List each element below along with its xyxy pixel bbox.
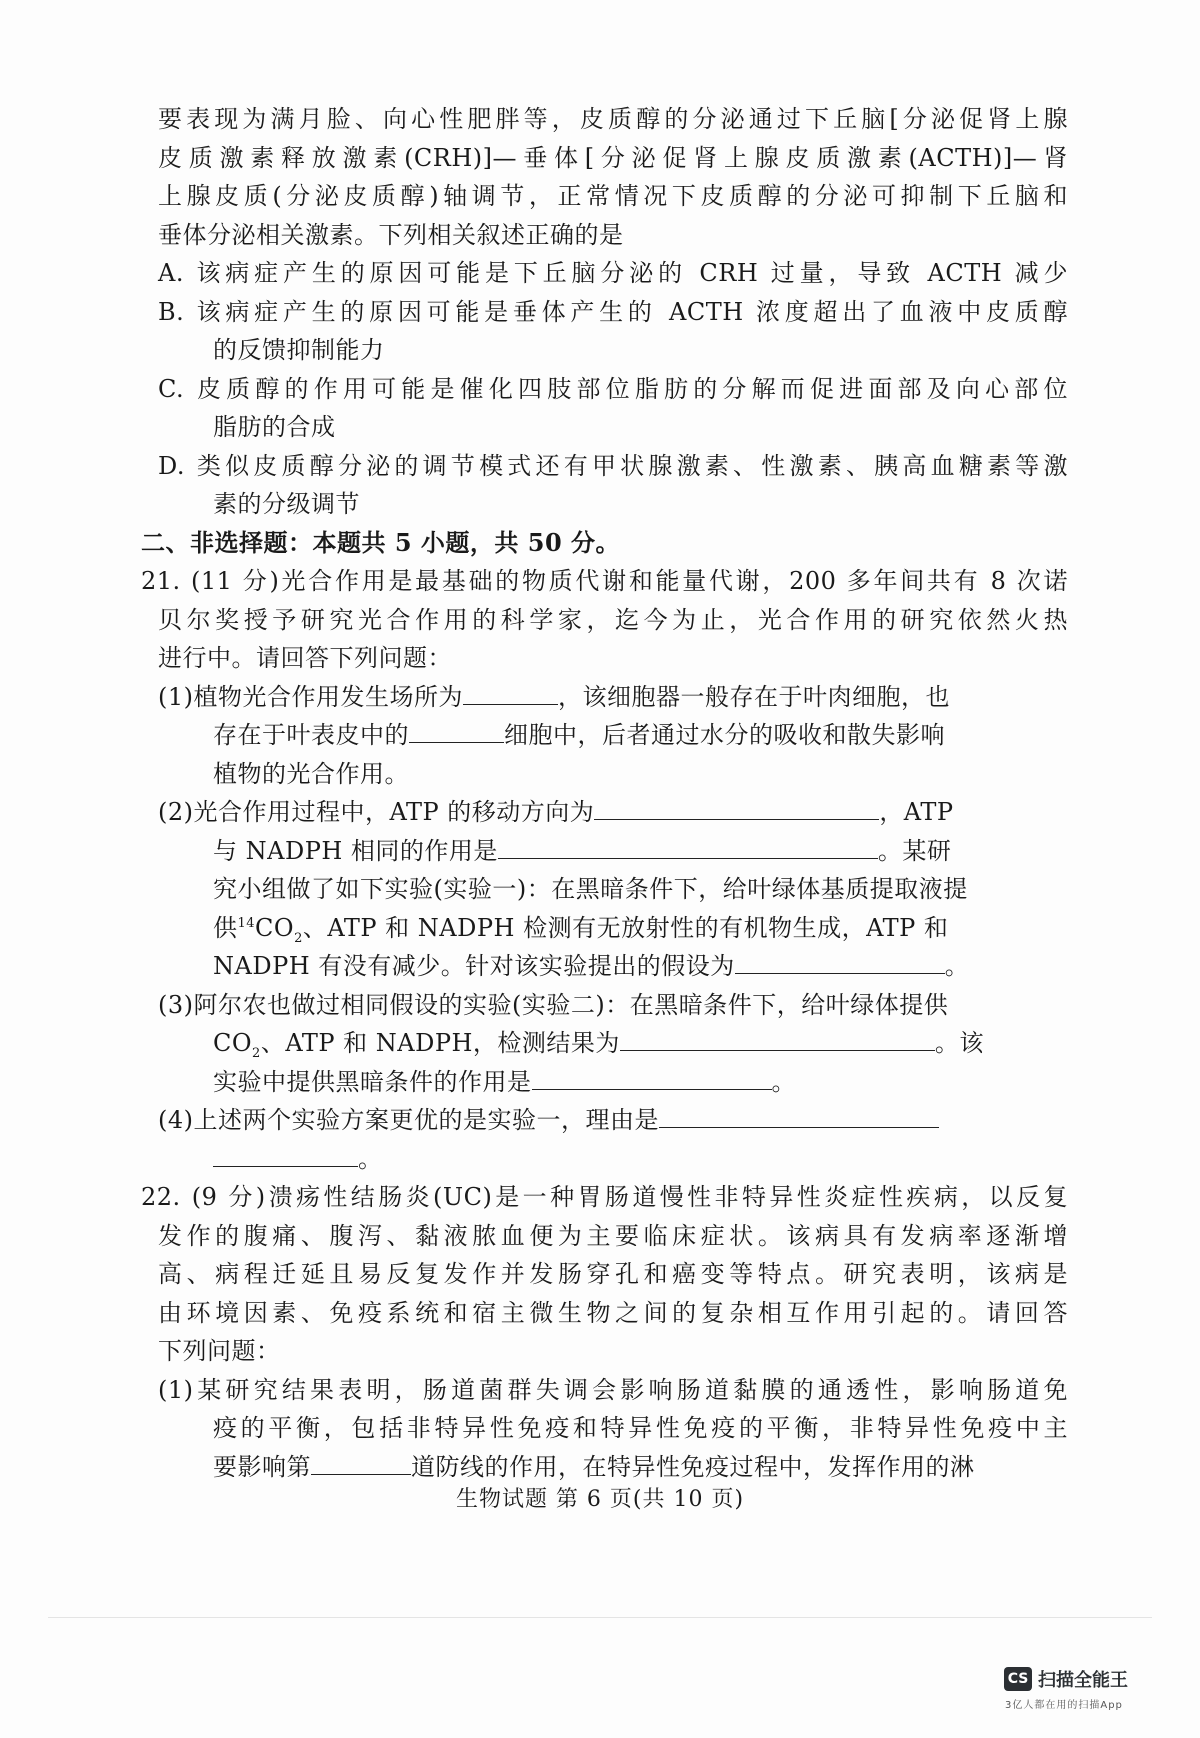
question-text: [141, 100, 1068, 1486]
q21-2-text: (2)光合作用过程中，ATP 的移动方向为: [158, 798, 595, 826]
subscript: 2: [252, 1045, 261, 1061]
camscanner-logo-icon: CS: [1004, 1667, 1032, 1691]
q21-1-cont: [158, 716, 1068, 755]
q21-2-cont: [158, 832, 1068, 871]
q21-2-text: NADPH 有没有减少。针对该实验提出的假设为: [213, 952, 735, 980]
q21-4-cont: [158, 1140, 1068, 1179]
q21-2-cont: [158, 947, 1068, 986]
divider: [48, 1617, 1152, 1618]
q21-stem: 21. (11 分)光合作用是最基础的物质代谢和能量代谢，200 多年间共有 8 次诺: [141, 567, 1068, 595]
q22-stem-cont: 下列问题：: [158, 1337, 281, 1365]
q21-stem-cont: 贝尔奖授予研究光合作用的科学家，迄今为止，光合作用的研究依然火热: [158, 605, 1068, 634]
q21-4-text: (4)上述两个实验方案更优的是实验一，理由是: [158, 1106, 659, 1134]
option-d-cont: 素的分级调节: [213, 490, 360, 518]
q21-2-text: 与 NADPH 相同的作用是: [213, 836, 498, 865]
q21-2-cont: 究小组做了如下实验(实验一)：在黑暗条件下，给叶绿体基质提取液提: [213, 875, 968, 903]
q21-1: [158, 678, 1068, 717]
q22-stem-cont: 由环境因素、免疫系统和宿主微生物之间的复杂相互作用引起的。请回答: [158, 1298, 1068, 1327]
q21-2: [158, 793, 1068, 832]
q21-3-text: 。该: [934, 1029, 984, 1057]
q22-stem-cont: 高、病程迁延且易反复发作并发肠穿孔和癌变等特点。研究表明，该病是: [158, 1260, 1068, 1288]
page-footer: 生物试题 第 6 页(共 10 页): [455, 1487, 745, 1512]
q22-1-text: 道防线的作用，在特异性免疫过程中，发挥作用的淋: [411, 1452, 975, 1481]
answer-blank[interactable]: [498, 832, 878, 859]
scanner-watermark: [1004, 1666, 1128, 1692]
text-line: 皮质激素释放激素(CRH)]—垂体[分泌促肾上腺皮质激素(ACTH)]—肾: [158, 143, 1068, 172]
q21-stem-cont: 进行中。请回答下列问题：: [158, 644, 452, 672]
q21-1-text: ，该细胞器一般存在于叶肉细胞，也: [558, 682, 950, 711]
q22-stem-cont: 发作的腹痛、腹泻、黏液脓血便为主要临床症状。该病具有发病率逐渐增: [158, 1221, 1068, 1250]
q21-1-text: 细胞中，后者通过水分的吸收和散失影响: [504, 721, 945, 749]
answer-blank[interactable]: [659, 1101, 939, 1128]
q22-1-cont: [158, 1448, 1068, 1487]
option-c-cont: 脂肪的合成: [213, 413, 336, 441]
q22-1-text: 要影响第: [213, 1452, 311, 1481]
q21-3-text: 实验中提供黑暗条件的作用是: [213, 1067, 532, 1096]
q22-1: (1)某研究结果表明，肠道菌群失调会影响肠道黏膜的通透性，影响肠道免: [158, 1375, 1068, 1404]
scanner-app-name: 扫描全能王: [1038, 1670, 1128, 1691]
subscript: 2: [294, 930, 303, 946]
q21-4-text: 。: [358, 1144, 383, 1173]
q21-2-text: ，ATP: [879, 798, 954, 826]
answer-blank[interactable]: [213, 1140, 358, 1167]
q21-3-cont: [158, 1024, 1068, 1063]
answer-blank[interactable]: [311, 1448, 411, 1475]
answer-blank[interactable]: [594, 793, 879, 820]
q21-2-text: 。某研: [877, 836, 952, 865]
q21-3-cont: [158, 1063, 1068, 1102]
q21-3-text: 。: [771, 1067, 796, 1096]
q22-stem: 22. (9 分)溃疡性结肠炎(UC)是一种胃肠道慢性非特异性炎症性疾病，以反复: [141, 1183, 1068, 1211]
formula: CO: [213, 1029, 253, 1057]
q21-2-text: 、ATP 和 NADPH 检测有无放射性的有机物生成，ATP 和: [302, 913, 949, 942]
q21-1-text: 存在于叶表皮中的: [213, 721, 409, 749]
text-line: 上腺皮质(分泌皮质醇)轴调节，正常情况下皮质醇的分泌可抑制下丘脑和: [158, 182, 1068, 210]
q21-3: (3)阿尔农也做过相同假设的实验(实验二)：在黑暗条件下，给叶绿体提供: [158, 990, 949, 1019]
q21-1-cont: 植物的光合作用。: [213, 759, 409, 788]
text-line: 垂体分泌相关激素。下列相关叙述正确的是: [158, 220, 624, 249]
q21-3-text: 、ATP 和 NADPH，检测结果为: [260, 1029, 620, 1057]
q22-1-cont: 疫的平衡，包括非特异性免疫和特异性免疫的平衡，非特异性免疫中主: [213, 1414, 1068, 1442]
option-b: B. 该病症产生的原因可能是垂体产生的 ACTH 浓度超出了血液中皮质醇: [158, 297, 1068, 326]
answer-blank[interactable]: [409, 716, 504, 743]
q21-2-cont: [158, 909, 1068, 948]
answer-blank[interactable]: [532, 1063, 772, 1090]
q21-1-text: (1)植物光合作用发生场所为: [158, 682, 463, 711]
option-b-cont: 的反馈抑制能力: [213, 336, 385, 364]
formula: CO: [255, 913, 295, 942]
isotope-mark: 14: [237, 915, 256, 931]
answer-blank[interactable]: [463, 678, 558, 705]
answer-blank[interactable]: [620, 1024, 935, 1051]
option-d: D. 类似皮质醇分泌的调节模式还有甲状腺激素、性激素、胰高血糖素等激: [158, 451, 1068, 480]
scanner-tagline: 3亿人都在用的扫描App: [1005, 1700, 1123, 1711]
answer-blank[interactable]: [735, 947, 945, 974]
text-line: 要表现为满月脸、向心性肥胖等，皮质醇的分泌通过下丘脑[分泌促肾上腺: [158, 105, 1068, 133]
q21-2-text: 。: [944, 952, 970, 980]
option-a: A. 该病症产生的原因可能是下丘脑分泌的 CRH 过量，导致 ACTH 减少: [158, 259, 1068, 287]
q21-2-text: 供: [213, 913, 238, 942]
option-c: C. 皮质醇的作用可能是催化四肢部位脂肪的分解而促进面部及向心部位: [158, 374, 1068, 403]
section-heading: 二、非选择题：本题共 5 小题，共 50 分。: [141, 527, 621, 557]
q21-4: [158, 1101, 1068, 1140]
